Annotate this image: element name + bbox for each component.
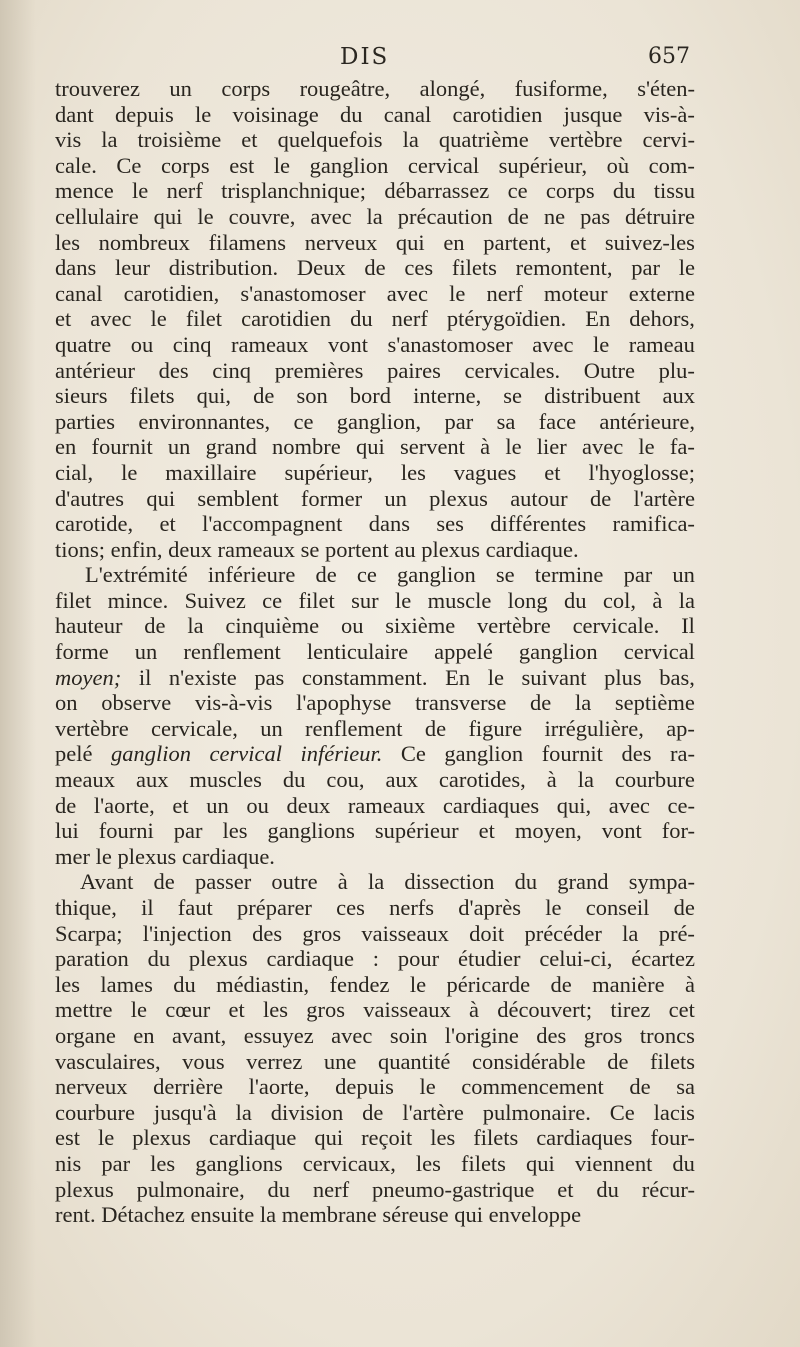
page-number: 657 bbox=[648, 44, 690, 69]
text-line: organe en avant, essuyez avec soin l'origine des gros troncs bbox=[55, 1022, 695, 1048]
text-line: mer le plexus cardiaque. bbox=[55, 843, 275, 869]
running-title: DIS bbox=[340, 44, 390, 70]
text-line: forme un renflement lenticulaire appelé ganglion cervical bbox=[55, 639, 695, 665]
text-line: de l'aorte, et un ou deux rameaux cardiaques qui, avec ce- bbox=[55, 792, 695, 818]
text-line: trouverez un corps rougeâtre, alongé, fusiforme, s'éten- bbox=[55, 76, 695, 101]
text-line: sieurs filets qui, de son bord interne, se distribuent aux bbox=[55, 383, 695, 409]
text-line: quatre ou cinq rameaux vont s'anastomoser avec le rameau bbox=[55, 331, 695, 357]
text-line: est le plexus cardiaque qui reçoit les filets cardiaques four- bbox=[55, 1125, 695, 1151]
text-line: dans leur distribution. Deux de ces filets remontent, par le bbox=[55, 255, 695, 281]
text-line: plexus pulmonaire, du nerf pneumo-gastrique et du récur- bbox=[55, 1176, 695, 1202]
text-line: tions; enfin, deux rameaux se portent au plexus cardiaque. bbox=[55, 536, 579, 562]
text-line: pelé ganglion cervical inférieur. Ce ganglion fournit des ra- bbox=[55, 741, 695, 767]
text-line: courbure jusqu'à la division de l'artère pulmonaire. Ce lacis bbox=[55, 1099, 695, 1125]
text-line: Avant de passer outre à la dissection du grand sympa- bbox=[80, 869, 695, 895]
text-line: thique, il faut préparer ces nerfs d'après le conseil de bbox=[55, 895, 695, 920]
text-line: vis la troisième et quelquefois la quatrième vertèbre cervi- bbox=[55, 127, 695, 153]
text-line: meaux aux muscles du cou, aux carotides, à la courbure bbox=[55, 767, 695, 793]
text-line: parties environnantes, ce ganglion, par sa face antérieure, bbox=[55, 408, 695, 434]
text-line: lui fourni par les ganglions supérieur et moyen, vont for- bbox=[55, 818, 695, 844]
text-line: cellulaire qui le couvre, avec la précaution de ne pas détruire bbox=[55, 203, 695, 229]
text-line: carotide, et l'accompagnent dans ses différentes ramifica- bbox=[55, 511, 695, 537]
text-line: et avec le filet carotidien du nerf ptérygoïdien. En dehors, bbox=[55, 306, 695, 332]
text-line: moyen; il n'existe pas constamment. En le suivant plus bas, bbox=[55, 664, 695, 690]
text-line: cale. Ce corps est le ganglion cervical supérieur, où com- bbox=[55, 152, 695, 178]
page-gutter-shadow bbox=[0, 0, 36, 1347]
text-line: filet mince. Suivez ce filet sur le muscle long du col, à la bbox=[55, 587, 695, 613]
text-line: cial, le maxillaire supérieur, les vagues et l'hyoglosse; bbox=[55, 459, 695, 485]
text-line: les lames du médiastin, fendez le péricarde de manière à bbox=[55, 971, 695, 997]
text-line: en fournit un grand nombre qui servent à le lier avec le fa- bbox=[55, 434, 695, 460]
text-line: mence le nerf trisplanchnique; débarrassez ce corps du tissu bbox=[55, 178, 695, 204]
text-line: d'autres qui semblent former un plexus autour de l'artère bbox=[55, 485, 695, 511]
text-line: Scarpa; l'injection des gros vaisseaux doit précéder la pré- bbox=[55, 920, 695, 946]
text-line: les nombreux filamens nerveux qui en partent, et suivez-les bbox=[55, 229, 695, 255]
text-line: vasculaires, vous verrez une quantité considérable de filets bbox=[55, 1048, 695, 1074]
text-line: L'extrémité inférieure de ce ganglion se termine par un bbox=[85, 562, 695, 588]
text-line: dant depuis le voisinage du canal carotidien jusque vis-à- bbox=[55, 101, 695, 127]
text-line: hauteur de la cinquième ou sixième vertèbre cervicale. Il bbox=[55, 613, 695, 639]
text-line: vertèbre cervicale, un renflement de figure irrégulière, ap- bbox=[55, 715, 695, 741]
text-line: on observe vis-à-vis l'apophyse transverse de la septième bbox=[55, 690, 695, 716]
page-header bbox=[0, 44, 800, 78]
text-line: paration du plexus cardiaque : pour étudier celui-ci, écartez bbox=[55, 946, 695, 972]
text-line: antérieur des cinq premières paires cervicales. Outre plu- bbox=[55, 357, 695, 383]
text-line: mettre le cœur et les gros vaisseaux à découvert; tirez cet bbox=[55, 997, 695, 1023]
text-line: nis par les ganglions cervicaux, les filets qui viennent du bbox=[55, 1150, 695, 1176]
body-text bbox=[55, 76, 695, 1228]
text-line: rent. Détachez ensuite la membrane séreuse qui enveloppe bbox=[55, 1202, 582, 1228]
text-line: canal carotidien, s'anastomoser avec le nerf moteur externe bbox=[55, 280, 695, 306]
text-line: nerveux derrière l'aorte, depuis le commencement de sa bbox=[55, 1074, 695, 1100]
